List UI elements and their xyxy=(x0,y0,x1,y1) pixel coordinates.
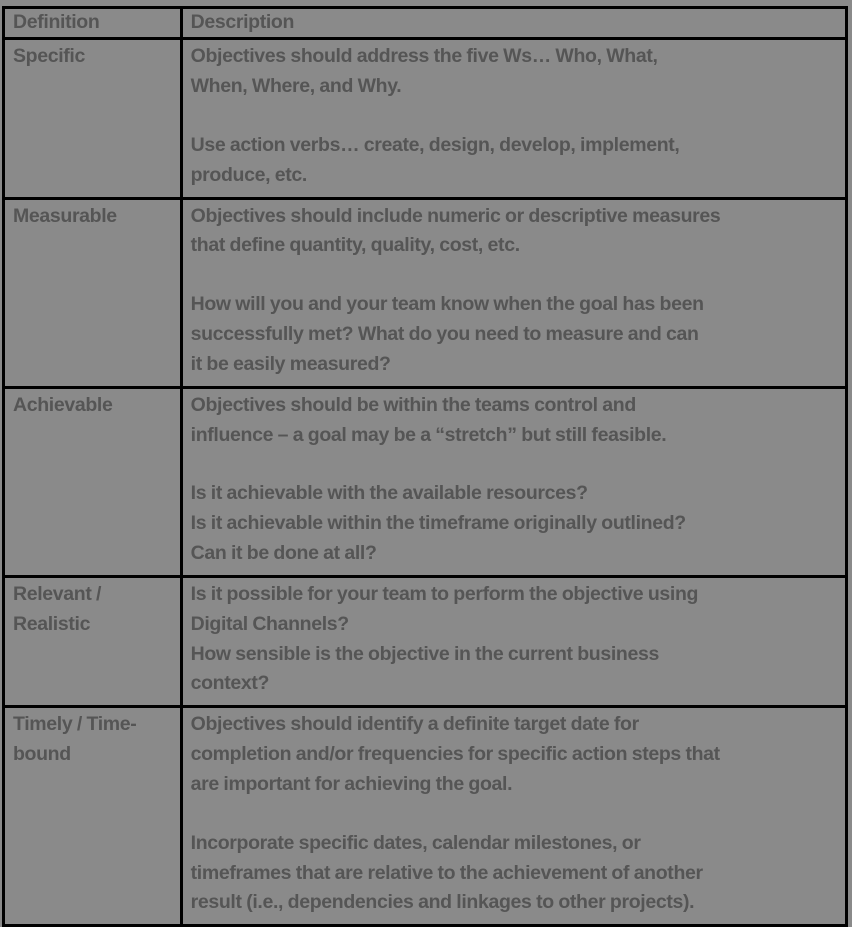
description-cell-specific xyxy=(181,39,846,198)
description-cell-achievable xyxy=(181,387,846,576)
column-header-definition: Definition xyxy=(4,8,182,39)
description-line: it be easily measured? xyxy=(190,352,391,375)
description-paragraph xyxy=(191,131,839,191)
description-line: Digital Channels? xyxy=(190,612,349,635)
description-line: Can it be done at all? xyxy=(190,542,377,565)
description-cell-relevant xyxy=(181,576,846,706)
table-row xyxy=(4,576,847,706)
description-line: result (i.e., dependencies and linkages to other projects). xyxy=(190,891,695,914)
smart-criteria-table xyxy=(2,6,848,927)
description-paragraph xyxy=(191,829,839,918)
definition-cell-achievable: Achievable xyxy=(4,387,182,576)
description-line: Use action verbs… create, design, develop, implement, xyxy=(190,133,680,156)
definition-cell-relevant: Relevant / Realistic xyxy=(4,576,182,706)
description-line: successfully met? What do you need to measure and can xyxy=(190,323,699,346)
description-line: How sensible is the objective in the current business xyxy=(190,642,659,665)
paragraph-spacer xyxy=(191,102,839,131)
description-line: Objectives should include numeric or descriptive measures xyxy=(190,204,721,227)
description-line: Incorporate specific dates, calendar milestones, or xyxy=(190,831,641,854)
paragraph-spacer xyxy=(191,261,839,290)
description-line: are important for achieving the goal. xyxy=(190,772,513,795)
description-line: that define quantity, quality, cost, etc. xyxy=(190,234,520,257)
description-paragraph xyxy=(191,42,839,102)
description-line: Is it achievable within the timeframe originally outlined? xyxy=(190,512,686,535)
description-paragraph xyxy=(191,290,839,379)
description-line: When, Where, and Why. xyxy=(190,75,402,98)
description-paragraph xyxy=(191,391,839,451)
table-header-row xyxy=(4,8,847,39)
table-body xyxy=(4,8,847,926)
description-line: influence – a goal may be a “stretch” but still feasible. xyxy=(190,423,667,446)
description-line: How will you and your team know when the goal has been xyxy=(190,293,704,316)
description-line: Objectives should address the five Ws… Who, What, xyxy=(190,45,658,68)
description-paragraph xyxy=(191,710,839,799)
description-line: Is it achievable with the available resources? xyxy=(190,482,588,505)
definition-cell-measurable: Measurable xyxy=(4,198,182,387)
description-paragraph xyxy=(191,479,839,568)
definition-cell-specific: Specific xyxy=(4,39,182,198)
paragraph-spacer xyxy=(191,800,839,829)
description-line: timeframes that are relative to the achievement of another xyxy=(190,861,703,884)
description-line: Objectives should be within the teams control and xyxy=(190,393,636,416)
description-cell-measurable xyxy=(181,198,846,387)
description-line: context? xyxy=(190,672,270,695)
table-row xyxy=(4,39,847,198)
description-line: produce, etc. xyxy=(190,163,307,186)
description-paragraph xyxy=(191,202,839,262)
description-line: Objectives should identify a definite target date for xyxy=(190,713,639,736)
description-paragraph xyxy=(191,580,839,699)
table-row xyxy=(4,387,847,576)
column-header-description: Description xyxy=(181,8,846,39)
table-row xyxy=(4,198,847,387)
description-line: completion and/or frequencies for specific action steps that xyxy=(190,743,720,766)
paragraph-spacer xyxy=(191,450,839,479)
description-line: Is it possible for your team to perform the objective using xyxy=(190,582,699,605)
definition-cell-timely: Timely / Time-bound xyxy=(4,707,182,926)
